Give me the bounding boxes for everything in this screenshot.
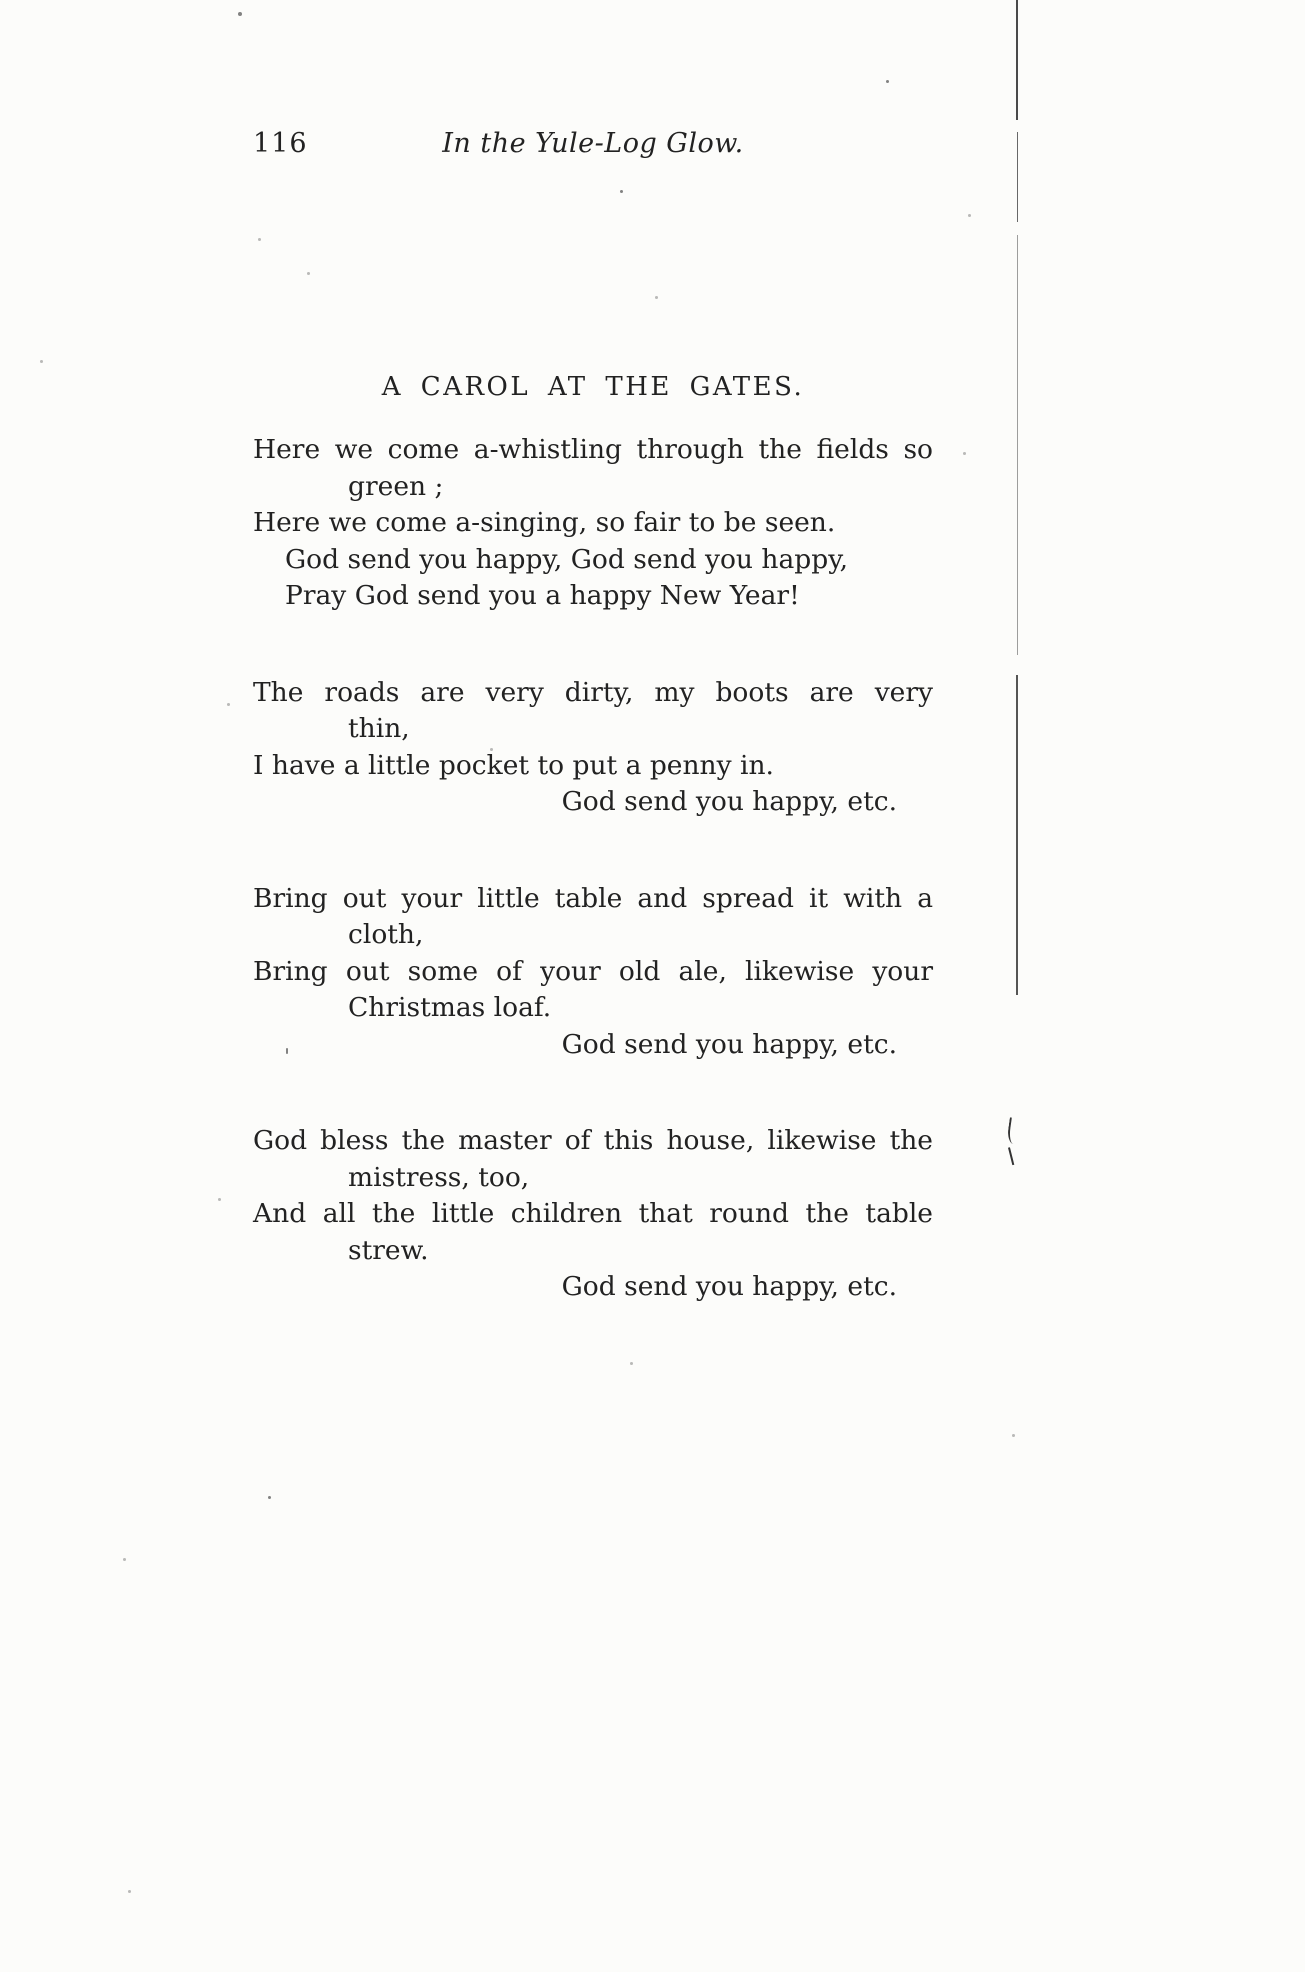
poem-line: strew.: [348, 1234, 429, 1266]
poem-line: Bring out your little table and spread it with a: [253, 882, 933, 914]
poem-line: Here we come a-singing, so fair to be seen.: [253, 507, 836, 538]
scan-speck: [307, 272, 310, 275]
scan-speck: [655, 296, 658, 299]
scan-speck: [490, 748, 493, 751]
stanza-1: [253, 432, 933, 615]
scan-speck: [128, 1890, 131, 1893]
scan-speck: [123, 1558, 126, 1561]
poem-line: God bless the master of this house, likewise the: [253, 1125, 933, 1156]
scan-speck: [268, 1496, 271, 1499]
poem-body: [253, 372, 933, 1306]
scan-speck: [286, 1048, 288, 1054]
scan-speck: [886, 80, 889, 83]
page-edge-line: [1016, 675, 1018, 995]
poem-line: I have a little pocket to put a penny in.: [253, 749, 774, 781]
poem-line: cloth,: [348, 919, 424, 950]
page-number: 116: [253, 128, 308, 159]
scan-speck: [40, 360, 43, 363]
poem-line: Pray God send you a happy New Year!: [285, 580, 800, 611]
page-edge-line: [1016, 0, 1018, 120]
scan-speck: [218, 1198, 221, 1201]
scan-speck: [968, 214, 971, 217]
running-title: In the Yule-Log Glow.: [442, 128, 744, 159]
poem-line: mistress, too,: [348, 1161, 530, 1193]
poem-line: Christmas loaf.: [348, 992, 552, 1023]
poem-refrain-line: God send you happy, etc.: [561, 1271, 897, 1302]
poem-line: green ;: [348, 470, 444, 502]
poem-refrain-line: God send you happy, etc.: [561, 1028, 897, 1060]
poem-line: The roads are very dirty, my boots are very: [253, 676, 933, 708]
page-edge-hook: [1006, 1117, 1022, 1144]
poem-line: God send you happy, God send you happy,: [285, 543, 849, 575]
scan-speck: [1012, 1434, 1015, 1437]
stanza-4: [253, 1123, 933, 1306]
stanza-2: [253, 675, 933, 821]
scan-speck: [258, 238, 261, 241]
page-edge-line: [1017, 132, 1018, 222]
scan-speck: [238, 12, 242, 16]
poem-line: Bring out some of your old ale, likewise your: [253, 955, 933, 987]
page-edge-line: [1017, 235, 1018, 655]
scan-speck: [620, 190, 623, 193]
poem-title: A CAROL AT THE GATES.: [381, 372, 805, 402]
poem-line: Here we come a-whistling through the fields so: [253, 434, 933, 465]
scan-speck: [630, 1362, 633, 1365]
scan-speck: [227, 703, 230, 706]
scan-speck: [963, 452, 966, 455]
poem-refrain-line: God send you happy, etc.: [561, 786, 897, 817]
poem-line: And all the little children that round the table: [253, 1198, 933, 1229]
page-edge-hook: [1008, 1145, 1024, 1165]
stanza-3: [253, 881, 933, 1064]
page-header: [253, 128, 933, 168]
poem-line: thin,: [348, 713, 410, 744]
